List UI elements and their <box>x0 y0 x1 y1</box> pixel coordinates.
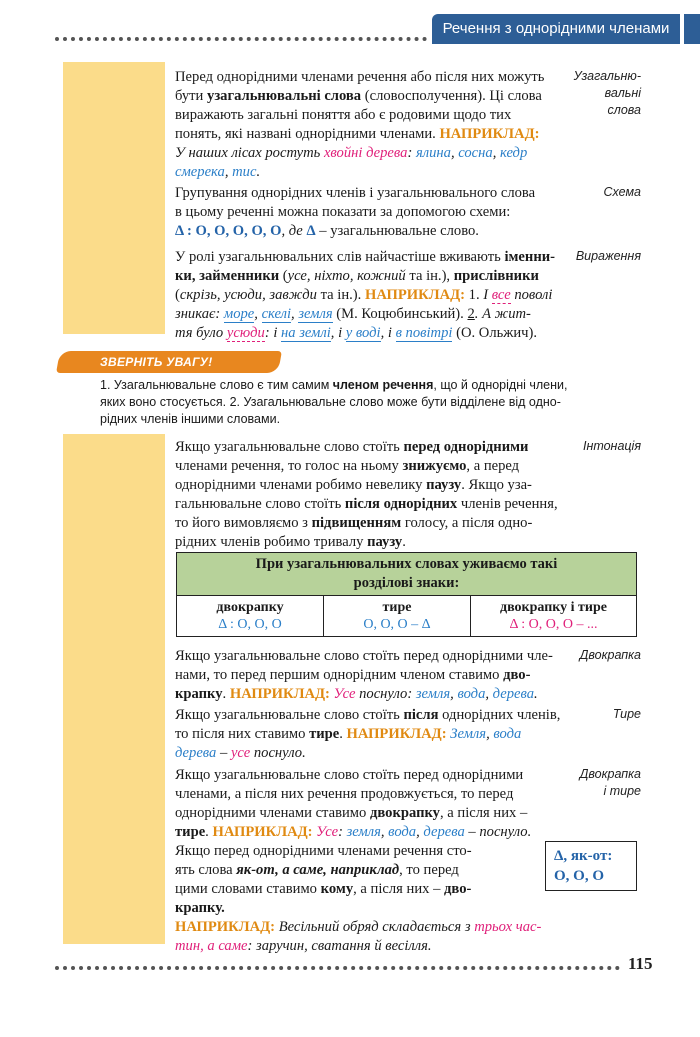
page-number: 115 <box>628 954 653 973</box>
label-colon: Двокрапка <box>579 648 641 662</box>
example-yak-ot: НАПРИКЛАД: Весільний обряд складається з трьох час- <box>175 919 542 935</box>
paragraph-definition: Перед однорідними членами речення або після них можуть бути узагальнювальні слова (словосполучення). Ці слова виражають загальні поняття або є родовими щодо тих понять, які названі однорідними членами. НАПРИКЛАД: У наших лісах ростуть хвойні дерева: ялина, сосна, кедр смерека, тис. <box>175 69 545 180</box>
paragraph-colon: Якщо узагальнювальне слово стоїть перед однорідними чле- нами, то перед першим однорідним членом ставимо дво- крапку. НАПРИКЛАД: Усе поснуло: земля, вода, дерева. <box>175 648 553 702</box>
section-generalizing-words <box>63 62 649 341</box>
table-cell-dash: тире O, O, O – Δ <box>324 596 471 637</box>
label-scheme: Схема <box>603 185 641 199</box>
paragraph-colon-dash: Якщо узагальнювальне слово стоїть перед однорідними членами, а після них речення продовжується, то перед однорідними членами ставимо двокрапку, а після них – тире. НАПРИКЛАД: Усе: земля, вода, дерева – поснуло. <box>175 767 532 840</box>
top-dotted-rule <box>55 37 427 41</box>
paragraph-yak-ot: Якщо перед однорідними членами речення сто- ять слова як-от, а саме, наприклад, то перед цими словами ставимо кому, а після них – дво- крапку. <box>175 843 472 916</box>
attention-note: 1. Узагальнювальне слово є тим самим членом речення, що й однорідні члени, яких воно стосується. 2. Узагальнювальне слово може бути відділене від одно- рідних членів іншими словами. <box>100 378 568 426</box>
paragraph-scheme: Групування однорідних членів і узагальнювального слова в цьому реченні можна показати за допомогою схеми: Δ : O, O, O, O, O, де Δ – узагальнювальне слово. <box>175 185 536 239</box>
chapter-header: Речення з однорідними членами <box>432 14 680 44</box>
header-edge-bar <box>684 14 700 44</box>
yak-ot-scheme-box: Δ, як-от: O, O, O <box>545 841 637 891</box>
paragraph-expression: У ролі узагальнювальних слів найчастіше вживають іменни- ки, займенники (усе, ніхто, кожний та ін.), прислівники (скрізь, усюди, завжди та ін.). НАПРИКЛАД: 1. І все поволі зникає: море, скелі, земля (М. Коцюбинський). 2. А жит- тя було усюди: і на землі, і у воді, і в повітрі (О. Ольжич). <box>175 249 555 341</box>
paragraph-intonation: Якщо узагальнювальне слово стоїть перед однорідними членами речення, то голос на ньому знижуємо, а перед однорідними членами робимо невелику паузу. Якщо уза- гальнювальне слово стоїть після однорідних членів речення, то його вимовляємо з підвищенням голосу, а після одно- рідних членів робимо тривалу паузу. <box>175 439 558 550</box>
example-yak-ot-line2: тин, а саме: заручин, сватання й весілля. <box>175 938 432 954</box>
table-header: При узагальнювальних словах уживаємо такі розділові знаки: <box>177 553 637 596</box>
punctuation-table <box>176 552 637 637</box>
paragraph-dash: Якщо узагальнювальне слово стоїть після однорідних членів, то після них ставимо тире. НАПРИКЛАД: Земля, вода дерева – усе поснуло. <box>175 707 561 761</box>
label-dash: Тире <box>612 707 641 721</box>
label-expression: Вираження <box>575 249 641 263</box>
section-sidebar <box>63 62 165 334</box>
table-cell-colon: двокрапку Δ : O, O, O <box>177 596 324 637</box>
table-cell-colon-dash: двокрапку і тире Δ : O, O, O – ... <box>471 596 637 637</box>
label-generalizing-words: Узагальню- вальні слова <box>573 69 641 117</box>
attention-title: ЗВЕРНІТЬ УВАГУ! <box>100 355 213 369</box>
label-intonation: Інтонація <box>582 439 641 453</box>
bottom-dotted-rule <box>55 966 620 970</box>
label-colon-dash: Двокрапка і тире <box>579 767 641 798</box>
section-sidebar <box>63 434 165 944</box>
